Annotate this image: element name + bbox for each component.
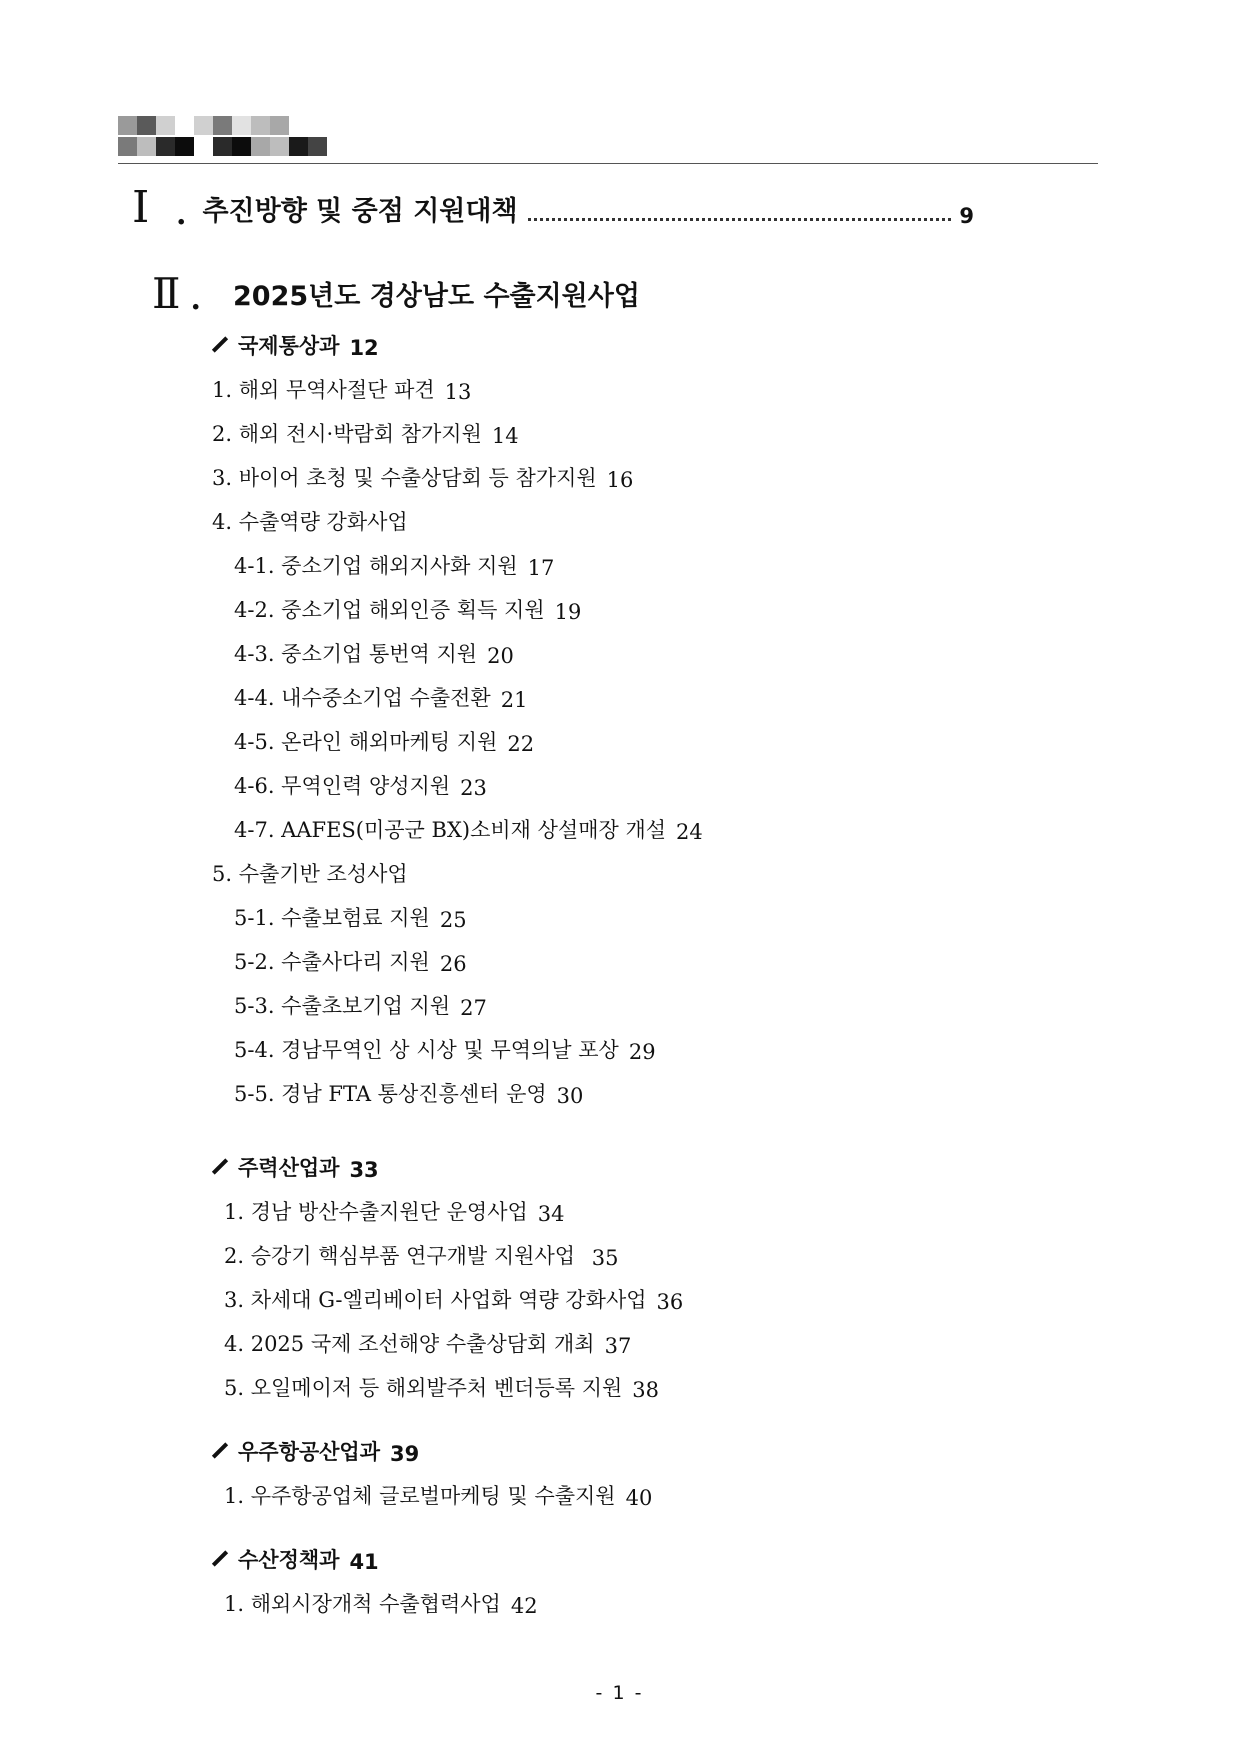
section-1-numeral: Ⅰ bbox=[132, 182, 150, 233]
toc-entry-page: 42 bbox=[510, 1594, 538, 1618]
toc-entry-page: 37 bbox=[604, 1334, 632, 1358]
logo-pixel bbox=[118, 137, 137, 156]
toc-entry-page: 21 bbox=[500, 688, 528, 712]
toc-entry-page: 33 bbox=[349, 1158, 379, 1182]
toc-entry-label: 5-5. 경남 FTA 통상진흥센터 운영 bbox=[234, 1082, 547, 1106]
diamond-icon bbox=[212, 1158, 228, 1174]
section-1-title: 추진방향 및 중점 지원대책 bbox=[202, 196, 518, 227]
logo-pixel bbox=[137, 137, 156, 156]
section-2-title: 2025년도 경상남도 수출지원사업 bbox=[233, 281, 640, 312]
section-1-entry[interactable] bbox=[132, 178, 974, 233]
toc-entry-page: 23 bbox=[460, 776, 487, 800]
toc-entry-page: 38 bbox=[632, 1378, 660, 1402]
toc-entry-page: 14 bbox=[491, 424, 519, 448]
toc-entry-label: 4. 수출역량 강화사업 bbox=[212, 510, 408, 534]
diamond-icon bbox=[212, 336, 228, 352]
diamond-icon bbox=[212, 1550, 228, 1566]
logo-pixel bbox=[270, 137, 289, 156]
toc-entry-page: 24 bbox=[676, 820, 703, 844]
toc-entry-label: 수산정책과 bbox=[238, 1548, 340, 1572]
toc-entry-label: 2. 해외 전시·박람회 참가지원 bbox=[212, 422, 482, 446]
dot-leader bbox=[528, 218, 952, 221]
toc-entry-page: 16 bbox=[606, 468, 634, 492]
toc-entry-page: 36 bbox=[656, 1290, 684, 1314]
toc-entry-label: 5. 수출기반 조성사업 bbox=[212, 862, 408, 886]
section-2-numeral: Ⅱ bbox=[152, 269, 181, 318]
header-logo bbox=[118, 116, 326, 160]
toc-entry-label: 4-6. 무역인력 양성지원 bbox=[234, 774, 451, 798]
toc-entry-label: 1. 해외 무역사절단 파견 bbox=[212, 378, 435, 402]
toc-entry-page: 35 bbox=[591, 1246, 619, 1270]
logo-pixel bbox=[156, 116, 175, 135]
toc-entry-label: 5-1. 수출보험료 지원 bbox=[234, 906, 430, 930]
logo-pixel bbox=[251, 137, 270, 156]
toc-entry-label: 2. 승강기 핵심부품 연구개발 지원사업 bbox=[224, 1244, 582, 1268]
toc-entry-label: 5-4. 경남무역인 상 시상 및 무역의날 포상 bbox=[234, 1038, 619, 1062]
logo-pixel bbox=[308, 137, 327, 156]
logo-pixel bbox=[156, 137, 175, 156]
toc-entry-label: 4. 2025 국제 조선해양 수출상담회 개최 bbox=[224, 1332, 595, 1356]
section-2-dot: . bbox=[190, 282, 201, 317]
toc-entry-page: 26 bbox=[439, 952, 467, 976]
toc-entry-label: 1. 경남 방산수출지원단 운영사업 bbox=[224, 1200, 528, 1224]
toc-entry-label: 5-2. 수출사다리 지원 bbox=[234, 950, 430, 974]
logo-pixel bbox=[118, 116, 137, 135]
diamond-icon bbox=[212, 1442, 228, 1458]
toc-entry-page: 29 bbox=[628, 1040, 656, 1064]
toc-entry-label: 4-3. 중소기업 통번역 지원 bbox=[234, 642, 478, 666]
section-2-heading bbox=[152, 265, 640, 318]
header-divider bbox=[118, 163, 1098, 164]
logo-pixel bbox=[289, 137, 308, 156]
toc-entry[interactable] bbox=[212, 502, 408, 536]
toc-entry[interactable] bbox=[212, 854, 408, 888]
toc-entry-label: 우주항공산업과 bbox=[238, 1440, 381, 1464]
logo-pixel bbox=[137, 116, 156, 135]
logo-pixel bbox=[251, 116, 270, 135]
logo-pixel bbox=[232, 137, 251, 156]
toc-entry-page: 25 bbox=[439, 908, 467, 932]
toc-entry-label: 5-3. 수출초보기업 지원 bbox=[234, 994, 451, 1018]
section-1-dot: . bbox=[176, 197, 187, 232]
toc-entry-page: 20 bbox=[487, 644, 514, 668]
logo-pixel bbox=[232, 116, 251, 135]
logo-pixel bbox=[175, 137, 194, 156]
toc-entry-label: 국제통상과 bbox=[238, 334, 340, 358]
toc-entry-page: 19 bbox=[554, 600, 582, 624]
toc-entry-page: 12 bbox=[349, 336, 379, 360]
toc-entry-page: 34 bbox=[537, 1202, 565, 1226]
toc-entry-label: 4-5. 온라인 해외마케팅 지원 bbox=[234, 730, 498, 754]
toc-entry-page: 27 bbox=[460, 996, 487, 1020]
logo-pixel bbox=[194, 116, 213, 135]
toc-entry-page: 22 bbox=[507, 732, 535, 756]
section-1-page: 9 bbox=[959, 204, 974, 228]
toc-entry-page: 30 bbox=[556, 1084, 584, 1108]
toc-entry-label: 5. 오일메이저 등 해외발주처 벤더등록 지원 bbox=[224, 1376, 623, 1400]
toc-entry-label: 3. 차세대 G-엘리베이터 사업화 역량 강화사업 bbox=[224, 1288, 647, 1312]
logo-pixel bbox=[213, 116, 232, 135]
logo-pixel bbox=[213, 137, 232, 156]
toc-entry-label: 4-7. AAFES(미공군 BX)소비재 상설매장 개설 bbox=[234, 818, 667, 842]
toc-entry-page: 17 bbox=[527, 556, 555, 580]
toc-entry-label: 3. 바이어 초청 및 수출상담회 등 참가지원 bbox=[212, 466, 597, 490]
page-number: - 1 - bbox=[595, 1682, 644, 1704]
toc-entry-label: 4-1. 중소기업 해외지사화 지원 bbox=[234, 554, 518, 578]
toc-entry-label: 1. 해외시장개척 수출협력사업 bbox=[224, 1592, 501, 1616]
toc-entry-page: 41 bbox=[349, 1550, 379, 1574]
toc-entry-page: 40 bbox=[625, 1486, 653, 1510]
toc-entry-page: 13 bbox=[444, 380, 472, 404]
toc-entry-page: 39 bbox=[390, 1442, 420, 1466]
toc-entry-label: 1. 우주항공업체 글로벌마케팅 및 수출지원 bbox=[224, 1484, 616, 1508]
logo-pixel bbox=[270, 116, 289, 135]
toc-entry-label: 4-4. 내수중소기업 수출전환 bbox=[234, 686, 491, 710]
toc-entry-label: 4-2. 중소기업 해외인증 획득 지원 bbox=[234, 598, 545, 622]
toc-entry-label: 주력산업과 bbox=[238, 1156, 340, 1180]
